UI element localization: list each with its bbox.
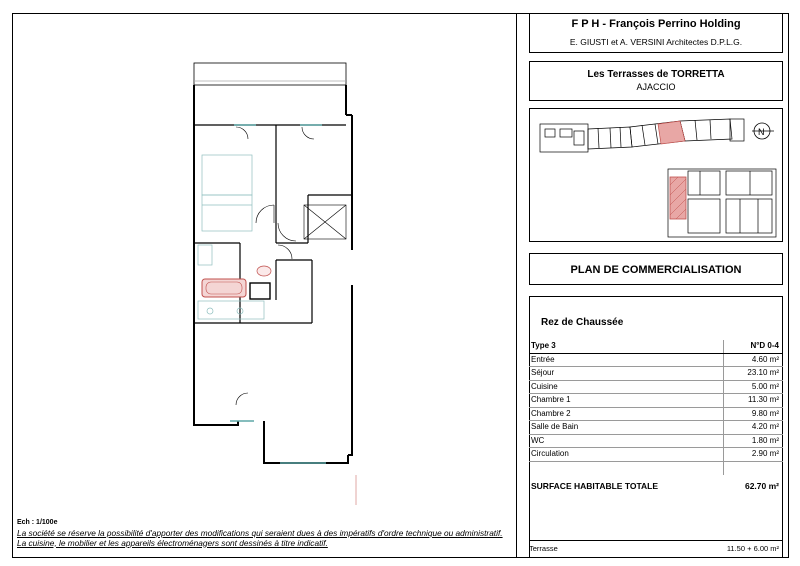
project-block bbox=[529, 61, 783, 101]
room-name: Circulation bbox=[529, 448, 724, 462]
room-name: Entrée bbox=[529, 353, 724, 367]
north-arrow-icon bbox=[752, 123, 774, 139]
table-row bbox=[529, 434, 783, 448]
level-label: Rez de Chaussée bbox=[541, 317, 624, 328]
room-area: 4.20 m² bbox=[724, 421, 783, 435]
project-city: AJACCIO bbox=[636, 82, 676, 92]
lot-highlight-overview bbox=[658, 121, 685, 144]
architects-line: E. GIUSTI et A. VERSINI Architectes D.P.L.G. bbox=[569, 37, 743, 47]
table-header-row bbox=[529, 340, 783, 353]
svg-text:N: N bbox=[758, 127, 765, 137]
floor-plan bbox=[180, 55, 380, 515]
room-area: 9.80 m² bbox=[724, 407, 783, 421]
table-row bbox=[529, 380, 783, 394]
total-label: SURFACE HABITABLE TOTALE bbox=[531, 481, 659, 491]
room-area: 5.00 m² bbox=[724, 380, 783, 394]
room-area: 4.60 m² bbox=[724, 353, 783, 367]
room-name: Chambre 2 bbox=[529, 407, 724, 421]
cartouche-divider bbox=[516, 13, 517, 558]
table-row bbox=[529, 421, 783, 435]
room-name: WC bbox=[529, 434, 724, 448]
project-name: Les Terrasses de TORRETTA bbox=[587, 69, 725, 80]
disclaimer-line-1: La société se réserve la possibilité d'apporter des modifications qui seraient dues à des impératifs d'ordre technique ou administratif. bbox=[17, 528, 503, 538]
room-area: 1.80 m² bbox=[724, 434, 783, 448]
table-row bbox=[529, 448, 783, 462]
toilet-icon bbox=[257, 266, 271, 276]
table-row bbox=[529, 394, 783, 408]
terrace-label: Terrasse bbox=[529, 544, 558, 553]
company-name: F P H - François Perrino Holding bbox=[571, 18, 741, 30]
room-name: Salle de Bain bbox=[529, 421, 724, 435]
total-area: 62.70 m² bbox=[744, 481, 779, 491]
lot-type: Type 3 bbox=[529, 340, 724, 353]
scale-label: Ech : 1/100e bbox=[17, 519, 58, 526]
table-row bbox=[529, 407, 783, 421]
room-area: 11.30 m² bbox=[724, 394, 783, 408]
terrace-area: 11.50 + 6.00 m² bbox=[726, 544, 779, 553]
company-block bbox=[529, 13, 783, 53]
sink-icon bbox=[250, 283, 270, 299]
surface-table bbox=[529, 340, 783, 497]
table-row bbox=[529, 367, 783, 381]
room-name: Séjour bbox=[529, 367, 724, 381]
plan-title-block bbox=[529, 253, 783, 285]
room-name: Cuisine bbox=[529, 380, 724, 394]
lot-number: N°D 0-4 bbox=[724, 340, 783, 353]
total-row bbox=[529, 475, 783, 497]
room-area: 23.10 m² bbox=[724, 367, 783, 381]
room-name: Chambre 1 bbox=[529, 394, 724, 408]
site-location-plan bbox=[530, 109, 782, 241]
terrace-row bbox=[529, 540, 783, 553]
table-row bbox=[529, 353, 783, 367]
room-area: 2.90 m² bbox=[724, 448, 783, 462]
disclaimer-line-2: La cuisine, le mobilier et les appareils électroménagers sont dessinés à titre indicatif. bbox=[17, 537, 328, 548]
disclaimer bbox=[17, 529, 517, 548]
plan-title: PLAN DE COMMERCIALISATION bbox=[570, 264, 742, 276]
location-plan-block bbox=[529, 108, 783, 242]
